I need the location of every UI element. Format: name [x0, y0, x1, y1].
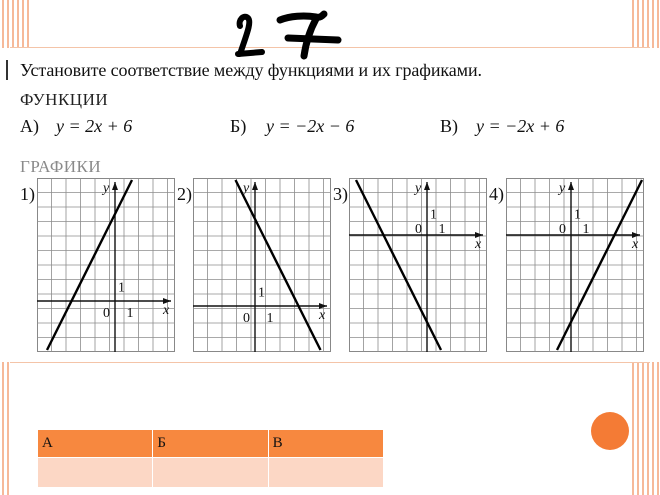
x-axis-label: x	[319, 308, 326, 323]
decorative-stripes-top-right	[630, 0, 660, 48]
graph-3	[349, 178, 487, 352]
graph-4-svg	[506, 178, 644, 352]
graph-2	[193, 178, 331, 352]
origin-label: 0	[415, 222, 422, 237]
answer-cell-b[interactable]	[153, 458, 268, 488]
x-axis-label: x	[632, 237, 639, 252]
x-axis-label: x	[163, 303, 170, 318]
decorative-stripes-bottom-left	[0, 362, 30, 495]
function-b-formula: y = −2x − 6	[266, 116, 355, 136]
y-axis-label: y	[559, 181, 566, 196]
handwritten-task-number	[232, 6, 347, 66]
task-statement: Установите соответствие между функциями и их графиками.	[20, 60, 482, 80]
x-unit-label: 1	[266, 311, 274, 326]
graphs-heading: ГРАФИКИ	[20, 157, 102, 176]
y-unit-label: 1	[258, 285, 265, 301]
answer-table	[37, 429, 384, 488]
text-cursor-bracket	[6, 60, 8, 80]
graph-4-number: 4)	[489, 184, 504, 204]
answer-cell-v[interactable]	[268, 458, 383, 488]
graph-2-number: 2)	[177, 184, 192, 204]
y-axis-label: y	[103, 181, 110, 196]
origin-label: 0	[243, 311, 250, 326]
graph-4	[506, 178, 644, 352]
answer-header-a: А	[38, 430, 153, 458]
y-axis-label: y	[243, 181, 250, 196]
slide-bottom-divider	[10, 362, 650, 363]
graph-1-number: 1)	[20, 184, 35, 204]
graph-2-svg	[193, 178, 331, 352]
origin-label: 0	[559, 222, 566, 237]
answer-header-v: В	[268, 430, 383, 458]
origin-label: 0	[103, 306, 110, 321]
x-unit-label: 1	[582, 222, 590, 237]
function-a-formula: y = 2x + 6	[56, 116, 133, 136]
orange-circle-decoration	[591, 412, 629, 450]
function-v-formula: y = −2x + 6	[476, 116, 565, 136]
graph-1	[37, 178, 175, 352]
x-unit-label: 1	[126, 306, 134, 321]
graph-1-svg	[37, 178, 175, 352]
graph-3-svg	[349, 178, 487, 352]
answer-cell-a[interactable]	[38, 458, 153, 488]
x-unit-label: 1	[438, 222, 446, 237]
x-axis-label: x	[475, 237, 482, 252]
y-axis-label: y	[415, 181, 422, 196]
decorative-stripes-bottom-right	[630, 362, 660, 495]
function-b-label: Б)	[230, 116, 247, 136]
function-v-label: В)	[440, 116, 458, 136]
decorative-stripes-top-left	[0, 0, 30, 48]
graph-3-number: 3)	[333, 184, 348, 204]
functions-heading: ФУНКЦИИ	[20, 90, 109, 109]
y-unit-label: 1	[430, 207, 437, 223]
y-unit-label: 1	[574, 207, 581, 223]
answer-header-b: Б	[153, 430, 268, 458]
function-a-label: А)	[20, 116, 39, 136]
y-unit-label: 1	[118, 280, 125, 296]
